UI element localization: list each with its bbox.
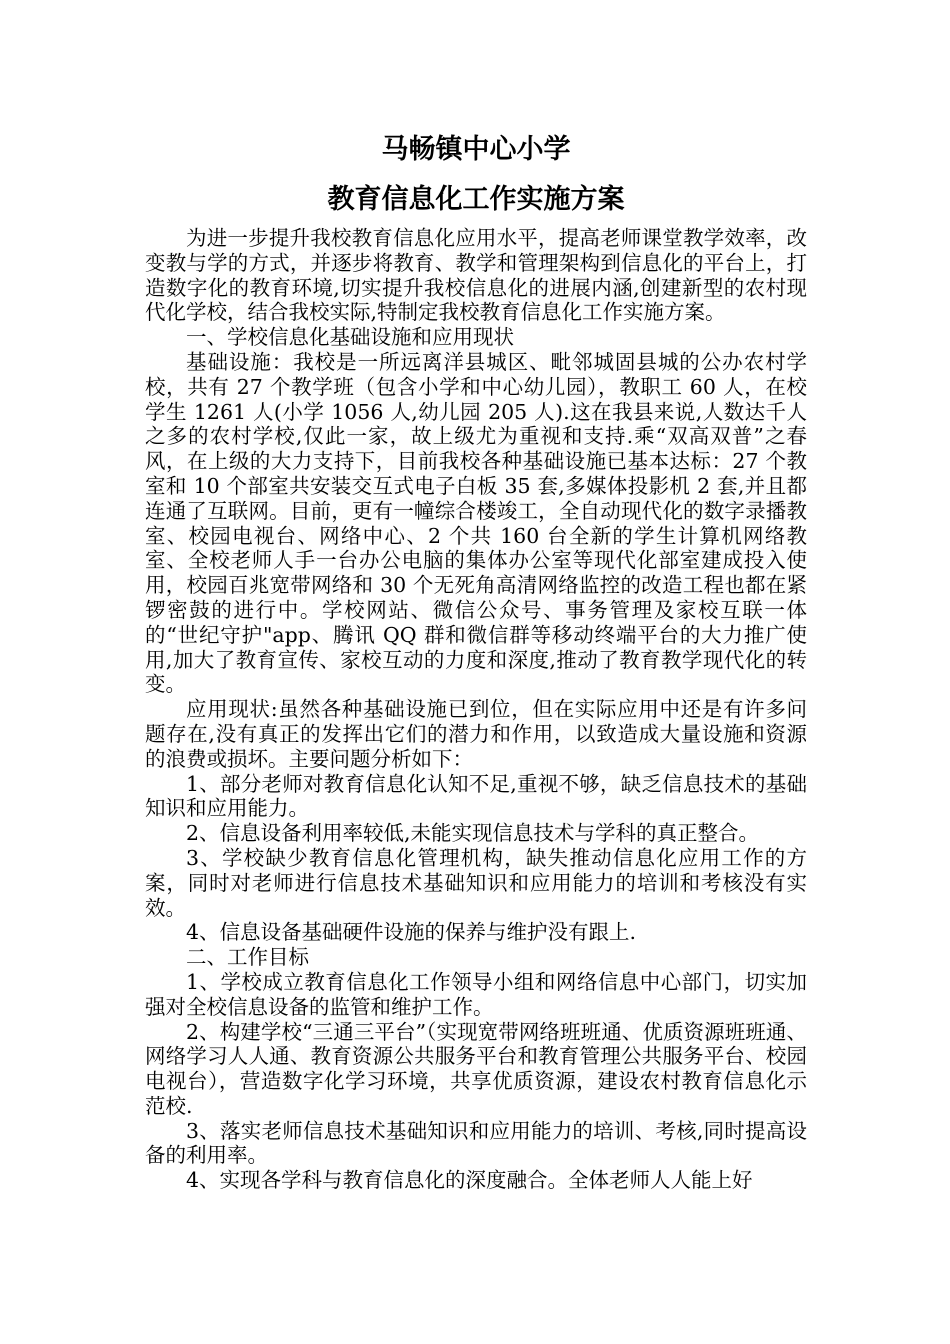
problem-item-1: 1、部分老师对教育信息化认知不足,重视不够，缺乏信息技术的基础知识和应用能力。 bbox=[145, 771, 807, 821]
heading-section-2: 二、工作目标 bbox=[186, 945, 309, 970]
paragraph-intro: 为进一步提升我校教育信息化应用水平，提高老师课堂教学效率，改变教与学的方式，并逐步将教育、教学和管理架构到信息化的平台上，打造数字化的教育环境,切实提升我校信息化的进展内涵,创建新型的农村现代化学校，结合我校实际,特制定我校教育信息化工作实施方案。 bbox=[145, 226, 807, 325]
document-body bbox=[145, 226, 807, 1193]
paragraph-application-status: 应用现状:虽然各种基础设施已到位，但在实际应用中还是有许多问题存在,没有真正的发挥出它们的潜力和作用，以致造成大量设施和资源的浪费或损坏。主要问题分析如下： bbox=[145, 697, 807, 771]
heading-section-1: 一、学校信息化基础设施和应用现状 bbox=[186, 325, 514, 350]
goal-item-3: 3、落实老师信息技术基础知识和应用能力的培训、考核,同时提高设备的利用率。 bbox=[145, 1118, 807, 1168]
goal-item-2: 2、构建学校“三通三平台”（实现宽带网络班班通、优质资源班班通、网络学习人人通、教育资源公共服务平台和教育管理公共服务平台、校园电视台），营造数字化学习环境，共享优质资源，建设农村教育信息化示范校. bbox=[145, 1019, 807, 1118]
problem-item-4: 4、信息设备基础硬件设施的保养与维护没有跟上. bbox=[186, 920, 637, 945]
goal-item-1: 1、学校成立教育信息化工作领导小组和网络信息中心部门，切实加强对全校信息设备的监管和维护工作。 bbox=[145, 969, 807, 1019]
problem-item-3: 3、学校缺少教育信息化管理机构，缺失推动信息化应用工作的方案，同时对老师进行信息技术基础知识和应用能力的培训和考核没有实效。 bbox=[145, 845, 807, 920]
school-title: 马畅镇中心小学 bbox=[381, 134, 571, 165]
problem-item-2: 2、信息设备利用率较低,未能实现信息技术与学科的真正整合。 bbox=[186, 821, 760, 846]
document-page bbox=[145, 130, 807, 1193]
goal-item-4: 4、实现各学科与教育信息化的深度融合。全体老师人人能上好 bbox=[186, 1168, 753, 1193]
paragraph-infrastructure: 基础设施：我校是一所远离洋县城区、毗邻城固县城的公办农村学校，共有 27 个教学班（包含小学和中心幼儿园），教职工 60 人，在校学生 1261 人(小学 1056 人,幼儿园 205 人).这在我县来说,人数达千人之多的农村学校,仅此一家，故上级尤为重视和支持.乘“双高双普”之春风，在上级的大力支持下，目前我校各种基础设施已基本达标：27 个教室和 10 个部室共安装交互式电子白板 35 套,多媒体投影机 2 套,并且都连通了互联网。目前，更有一幢综合楼竣工，全自动现代化的数字录播教室、校园电视台、网络中心、2 个共 160 台全新的学生计算机网络教室、全校老师人手一台办公电脑的集体办公室等现代化部室建成投入使用，校园百兆宽带网络和 30 个无死角高清网络监控的改造工程也都在紧锣密鼓的进行中。学校网站、微信公众号、事务管理及家校互联一体的“世纪守护"app、腾讯 QQ 群和微信群等移动终端平台的大力推广使用,加大了教育宣传、家校互动的力度和深度,推动了教育教学现代化的转变。 bbox=[145, 349, 807, 697]
plan-title: 教育信息化工作实施方案 bbox=[327, 184, 625, 215]
